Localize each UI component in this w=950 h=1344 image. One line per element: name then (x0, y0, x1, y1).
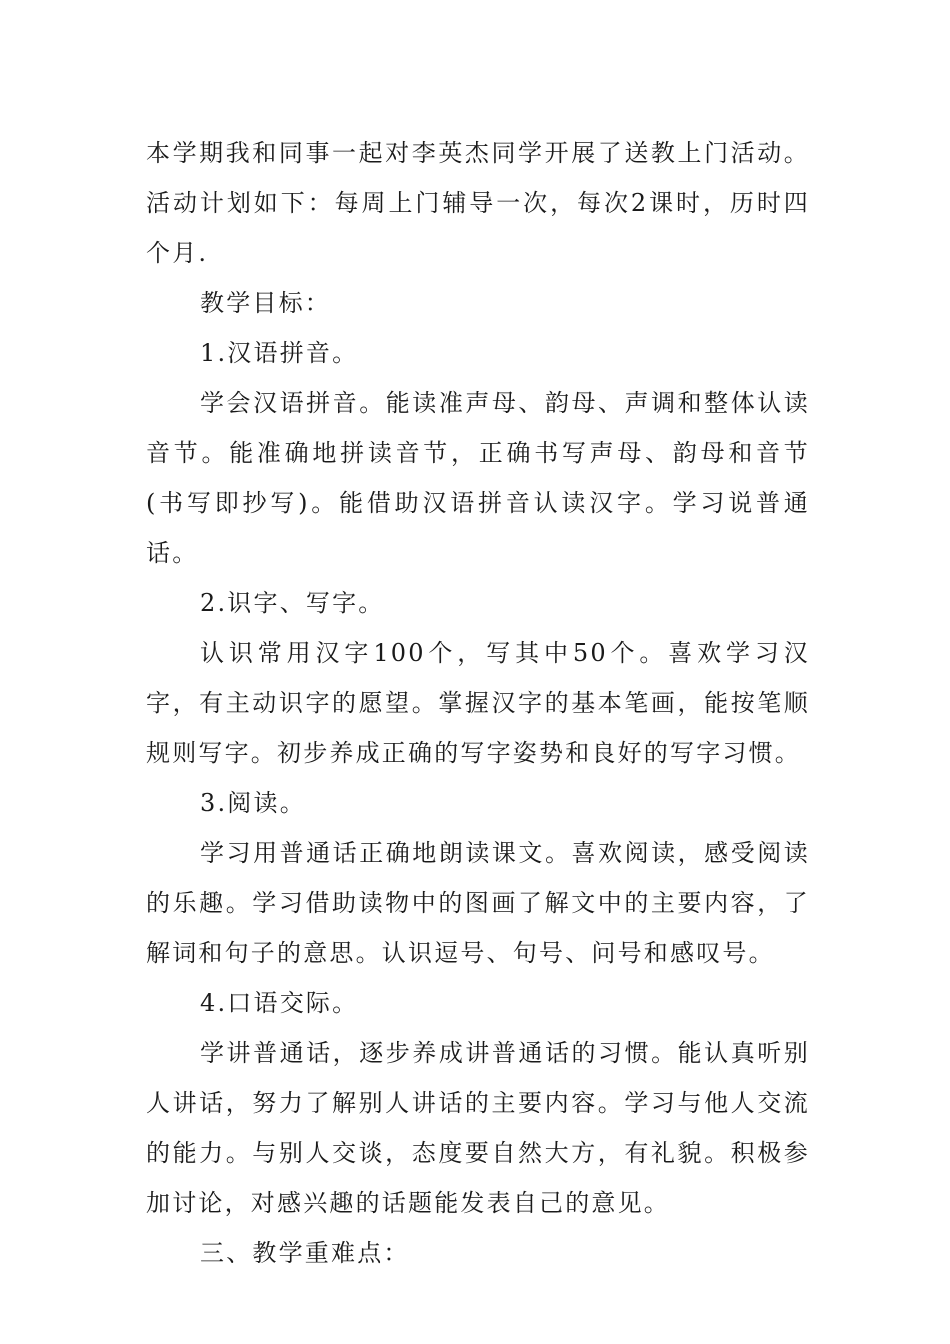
paragraph-reading: 学习用普通话正确地朗读课文。喜欢阅读，感受阅读的乐趣。学习借助读物中的图画了解文中的主要内容，了解词和句子的意思。认识逗号、句号、问号和感叹号。 (146, 839, 810, 967)
heading-key-difficulties: 三、教学重难点： (200, 1239, 410, 1267)
paragraph-intro: 本学期我和同事一起对李英杰同学开展了送教上门活动。活动计划如下：每周上门辅导一次，每次2课时，历时四个月. (146, 139, 810, 267)
paragraph-oral-communication: 学讲普通话，逐步养成讲普通话的习惯。能认真听别人讲话，努力了解别人讲话的主要内容。学习与他人交流的能力。与别人交谈，态度要自然大方，有礼貌。积极参加讨论，对感兴趣的话题能发表自己的意见。 (146, 1039, 810, 1217)
heading-literacy-writing: 2.识字、写字。 (200, 589, 385, 617)
document-body (146, 128, 810, 1278)
paragraph-pinyin: 学会汉语拼音。能读准声母、韵母、声调和整体认读音节。能准确地拼读音节，正确书写声母、韵母和音节(书写即抄写)。能借助汉语拼音认读汉字。学习说普通话。 (146, 389, 810, 567)
heading-teaching-goals: 教学目标： (200, 289, 331, 317)
heading-oral-communication: 4.口语交际。 (200, 989, 359, 1017)
heading-pinyin: 1.汉语拼音。 (200, 339, 359, 367)
paragraph-literacy-writing: 认识常用汉字100个，写其中50个。喜欢学习汉字，有主动识字的愿望。掌握汉字的基本笔画，能按笔顺规则写字。初步养成正确的写字姿势和良好的写字习惯。 (146, 639, 810, 767)
heading-reading: 3.阅读。 (200, 789, 306, 817)
